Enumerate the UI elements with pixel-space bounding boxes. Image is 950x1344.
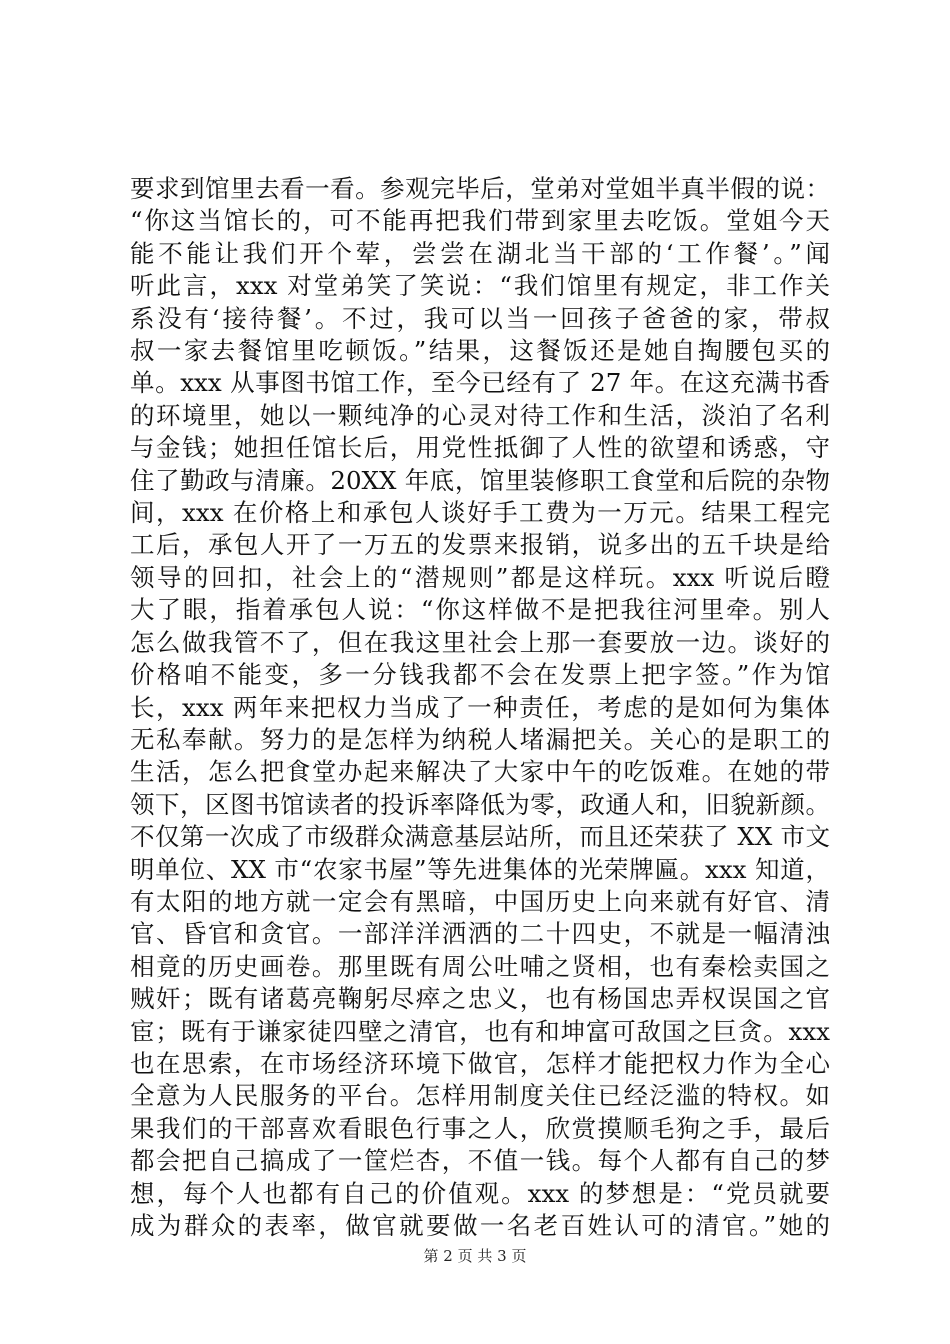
text-line: 单。xxx 从事图书馆工作，至今已经有了 27 年。在这充满书香	[130, 368, 830, 398]
text-line: 能不能让我们开个荤，尝尝在湖北当干部的‘工作餐’。”闻	[130, 238, 830, 268]
text-line: 都会把自己搞成了一筐烂杏，不值一钱。每个人都有自己的梦	[130, 1146, 830, 1176]
text-line: 听此言，xxx 对堂弟笑了笑说：“我们馆里有规定，非工作关	[130, 271, 830, 301]
text-line: 住了勤政与清廉。20XX 年底，馆里装修职工食堂和后院的杂物	[130, 465, 830, 495]
text-line: “你这当馆长的，可不能再把我们带到家里去吃饭。堂姐今天	[130, 206, 830, 236]
text-line: 明单位、XX 市“农家书屋”等先进集体的光荣牌匾。xxx 知道，	[130, 854, 830, 884]
text-line: 要求到馆里去看一看。参观完毕后，堂弟对堂姐半真半假的说：	[130, 174, 830, 203]
text-line: 大了眼，指着承包人说：“你这样做不是把我往河里牵。别人	[130, 595, 830, 625]
text-line: 价格咱不能变，多一分钱我都不会在发票上把字签。”作为馆	[130, 660, 830, 690]
text-line: 的环境里，她以一颗纯净的心灵对待工作和生活，淡泊了名利	[130, 400, 830, 430]
text-line: 全意为人民服务的平台。怎样用制度关住已经泛滥的特权。如	[130, 1081, 830, 1111]
text-line: 工后，承包人开了一万五的发票来报销，说多出的五千块是给	[130, 530, 830, 560]
text-line: 果我们的干部喜欢看眼色行事之人，欣赏摸顺毛狗之手，最后	[130, 1113, 830, 1143]
text-line: 官、昏官和贪官。一部洋洋洒洒的二十四史，不就是一幅清浊	[130, 919, 830, 949]
text-line: 相竟的历史画卷。那里既有周公吐哺之贤相，也有秦桧卖国之	[130, 951, 830, 981]
text-line: 无私奉献。努力的是怎样为纳税人堵漏把关。关心的是职工的	[130, 724, 830, 754]
text-line: 系没有‘接待餐’。不过，我可以当一回孩子爸爸的家，带叔	[130, 303, 830, 333]
text-line: 与金钱；她担任馆长后，用党性抵御了人性的欲望和诱惑，守	[130, 433, 830, 463]
body-paragraph	[130, 173, 830, 1242]
text-line: 领导的回扣，社会上的“潜规则”都是这样玩。xxx 听说后瞪	[130, 562, 830, 592]
text-line: 生活，怎么把食堂办起来解决了大家中午的吃饭难。在她的带	[130, 757, 830, 787]
text-line: 不仅第一次成了市级群众满意基层站所，而且还荣获了 XX 市文	[130, 822, 830, 852]
text-line: 成为群众的表率，做官就要做一名老百姓认可的清官。”她的	[130, 1211, 830, 1240]
text-line: 也在思索，在市场经济环境下做官，怎样才能把权力作为全心	[130, 1048, 830, 1078]
text-line: 有太阳的地方就一定会有黑暗，中国历史上向来就有好官、清	[130, 886, 830, 916]
text-line: 间，xxx 在价格上和承包人谈好手工费为一万元。结果工程完	[130, 498, 830, 528]
text-line: 贼奸；既有诸葛亮鞠躬尽瘁之忠义，也有杨国忠弄权误国之官	[130, 984, 830, 1014]
page-number-footer: 第 2 页 共 3 页	[423, 1247, 527, 1265]
text-line: 怎么做我管不了，但在我这里社会上那一套要放一边。谈好的	[130, 627, 830, 657]
text-line: 想，每个人也都有自己的价值观。xxx 的梦想是：“党员就要	[130, 1178, 830, 1208]
text-line: 领下，区图书馆读者的投诉率降低为零，政通人和，旧貌新颜。	[130, 789, 830, 819]
text-line: 叔一家去餐馆里吃顿饭。”结果，这餐饭还是她自掏腰包买的	[130, 336, 830, 366]
text-line: 宦；既有于谦家徒四壁之清官，也有和坤富可敌国之巨贪。xxx	[130, 1016, 830, 1046]
text-line: 长，xxx 两年来把权力当成了一种责任，考虑的是如何为集体	[130, 692, 830, 722]
